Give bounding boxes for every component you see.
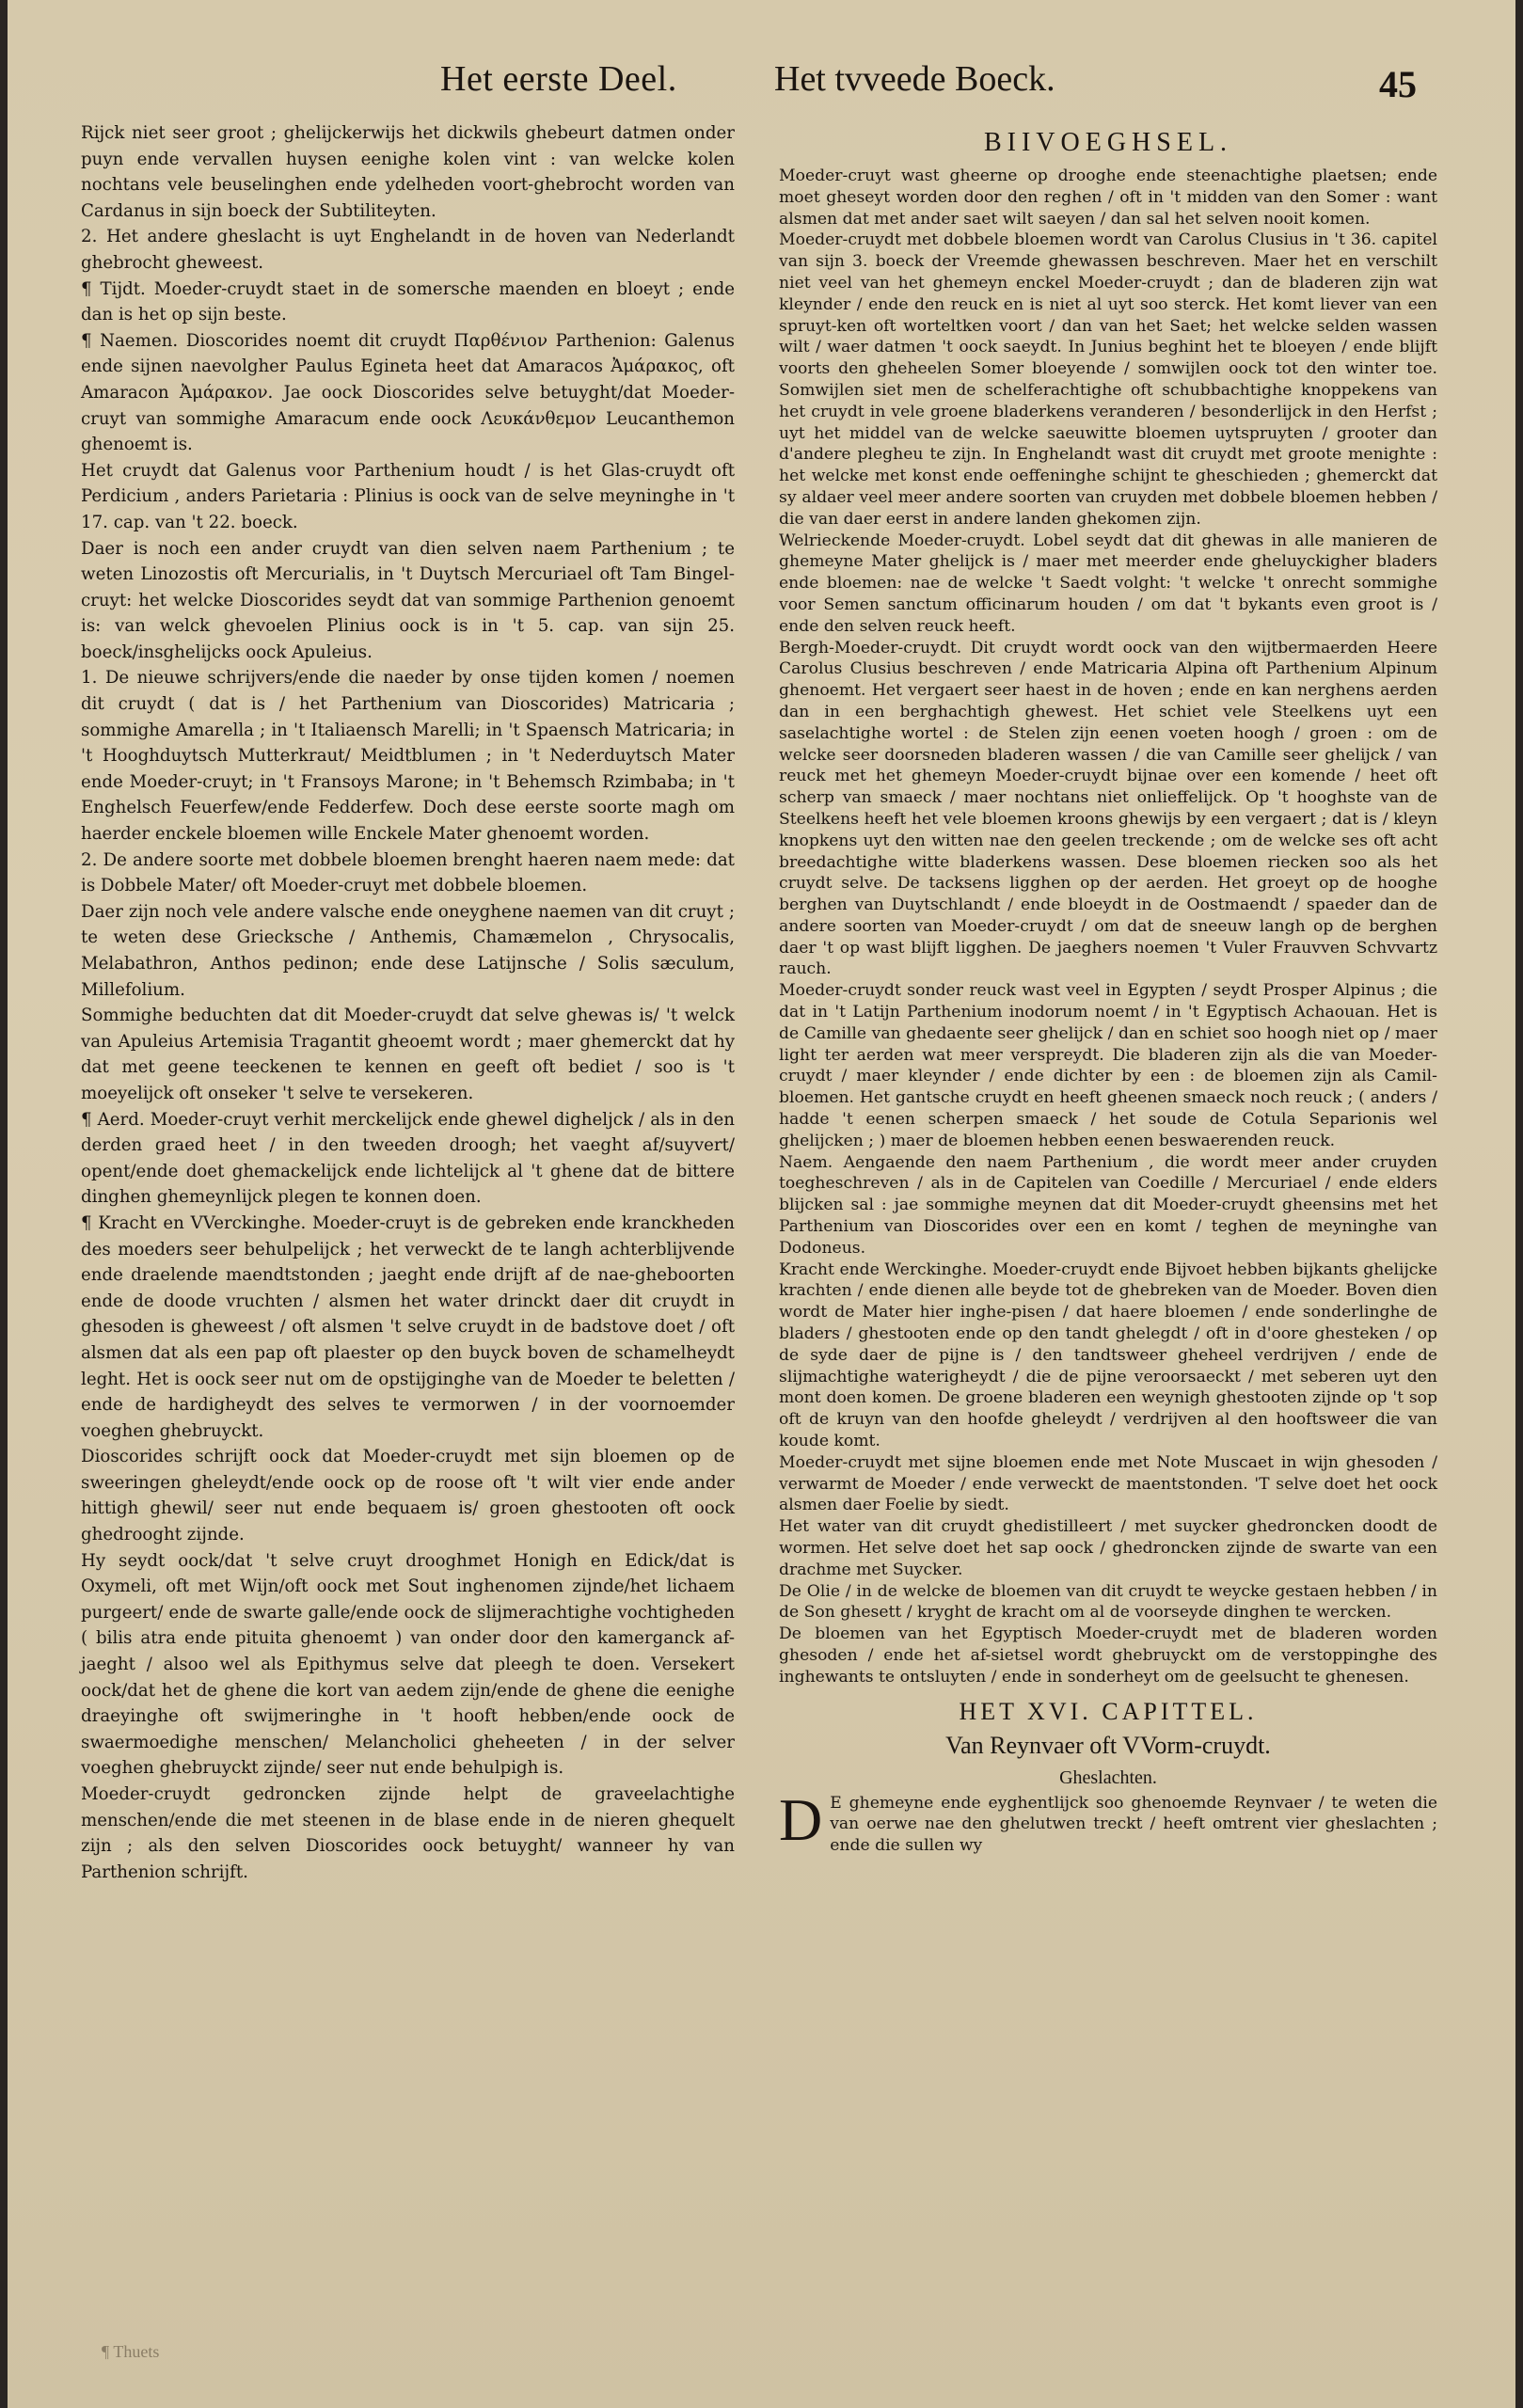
paragraph: ¶ Aerd. Moeder-cruyt verhit merckelijck ende ghewel digheljck / als in den derden graed heet / in den tweeden droogh; het vaeght af/suyvert/ opent/ende doet ghemackelijck ende lichtelijck al 't ghene dat de bittere dinghen ghemeynlijck plegen te konnen doen. [81, 1109, 735, 1208]
paragraph: Kracht ende Werckinghe. Moeder-cruydt ende Bijvoet hebben bijkants ghelijcke krachten / ende dienen alle beyde tot de ghebreken van de Moeder. Boven dien wordt de Mater hier inghe-pisen / dat haere bloemen / ende sonderlinghe de bladers / ghestooten ende op den tandt ghelegdt / oft in d'oore ghesteken / op de syde daer de pijne is / den tandtsweer gheheel verdrijven / ende de slijmachtighe waterigheydt / die de pijne veroorsaeckt / met seberen uyt den mont doen komen. De groene bladeren een weynigh ghestooten zijnde op 't sop oft de kruyn van den hoofde gheleydt / verdrijven al den hooftsweer die van koude komt. [779, 1259, 1437, 1451]
chapter-subheading: Gheslachten. [1059, 1766, 1157, 1788]
drop-cap: D [779, 1785, 823, 1853]
paragraph: Welrieckende Moeder-cruydt. Lobel seydt dat dit ghewas in alle manieren de ghemeyne Mater ghelijck is / maer met meerder ende gheluyckigher bladers ende bloemen: nae de welcke 't Saedt volght: 't welcke 't onrecht sommighe voor Semen sanctum officinarum houden / om dat 't bykants even groot is / ende den selven reuck heeft. [779, 531, 1437, 636]
paragraph: Daer is noch een ander cruydt van dien selven naem Parthenium ; te weten Linozostis oft Mercurialis, in 't Duytsch Mercuriael oft Tam Bingel-cruyt: het welcke Dioscorides seydt dat van sommige Parthenion genoemt is: van welck ghevoelen Plinius oock is in 't 5. cap. van sijn 25. boeck/insghelijcks oock Apuleius. [81, 538, 735, 662]
paragraph: Naem. Aengaende den naem Parthenium , die wordt meer ander cruyden toegheschreven / als in de Capitelen van Coedille / Mercuriael / ende elders blijcken sal : jae sommighe meynen dat dit Moeder-cruydt gheensins met het Parthenium van Dioscorides over een en komt / teghen de meyninghe van Dodoneus. [779, 1152, 1437, 1258]
paragraph: ¶ Naemen. Dioscorides noemt dit cruydt Παρθένιον Parthenion: Galenus ende sijnen naevolgher Paulus Egineta heet dat Amaracos Ἀμάρακος, oft Amaracon Ἀμάρακον. Jae oock Dioscorides selve betuyght/dat Moeder-cruyt van sommighe Amaracum ende oock Λευκάνθεμον Leucanthemon ghenoemt is. [81, 330, 735, 455]
paragraph: Moeder-cruydt met sijne bloemen ende met Note Muscaet in wijn ghesoden / verwarmt de Moeder / ende verweckt de maentstonden. 'T selve doet het oock alsmen daer Foelie by siedt. [779, 1452, 1437, 1515]
paragraph: 2. Het andere gheslacht is uyt Enghelandt in de hoven van Nederlandt ghebrocht gheweest. [81, 227, 735, 273]
running-header [8, 58, 1515, 115]
paragraph: Moeder-cruydt met dobbele bloemen wordt van Carolus Clusius in 't 36. capitel van sijn 3. boeck der Vreemde ghewassen beschreven. Maer het en verschilt niet veel van het ghemeyn enckel Moeder-cruydt ; dan de bladeren zijn wat kleynder / ende den reuck en is niet al uyt soo sterck. Het komt liever van een spruyt-ken oft worteltken voort / dan van het Saet; het welcke selden wassen wilt / waer datmen 't oock saeydt. In Junius beghint het te bloeyen / ende blijft voorts den gheheelen Somer bloeyende / somwijlen oock tot den winter toe. Somwijlen siet men de schelferachtighe oft schubbachtighe knoppekens van het cruydt in vele groene bladerkens veranderen / besonderlijck in den Herfst ; uyt het middel van de welcke saeuwitte bloemen uytspruyten / grooter dan d'andere plegheu te zijn. In Enghelandt wast dit cruydt met groote menighte : het welcke met konst ende oeffeninghe schijnt te gheschieden ; ghemerckt dat sy aldaer veel meer andere soorten van cruyden met dobbele bloemen hebben / die van daer eerst in andere landen ghekomen zijn. [779, 230, 1437, 529]
paragraph: ¶ Tijdt. Moeder-cruydt staet in de somersche maenden en bloeyt ; ende dan is het op sijn beste. [81, 278, 735, 325]
paragraph: Moeder-cruydt gedroncken zijnde helpt de graveelachtighe menschen/ende die met steenen in de blase ende in de nieren ghequelt zijn ; als den selven Dioscorides oock betuyght/ wanneer hy van Parthenion schrijft. [81, 1784, 735, 1882]
paragraph-text: E ghemeyne ende eyghentlijck soo ghenoemde Reynvaer / te weten die van oerwe nae den ghelutwen treckt / heeft omtrent vier gheslachten ; ende die sullen wy [830, 1793, 1437, 1856]
chapter-title: HET XVI. CAPITTEL. [959, 1697, 1258, 1725]
paragraph: Dioscorides schrijft oock dat Moeder-cruydt met sijn bloemen op de sweeringen gheleydt/ende oock op de roose oft 't wilt vier ende ander hittigh ghewil/ seer nut ende bequaem is/ groen ghestooten oft oock ghedrooght zijnde. [81, 1447, 735, 1545]
page-number: 45 [1379, 63, 1417, 105]
paragraph: Moeder-cruyt wast gheerne op drooghe ende steenachtighe plaetsen; ende moet gheseyt worden door den reghen / oft in 't midden van den Somer : want alsmen dat met ander saet wilt saeyen / dan sal het selven nooit komen. [779, 166, 1437, 229]
paragraph: Moeder-cruydt sonder reuck wast veel in Egypten / seydt Prosper Alpinus ; die dat in 't Latijn Parthenium inodorum noemt / in 't Egyptisch Achaouan. Het is de Camille van ghedaente seer ghelijck / dan en schiet soo hoogh niet op / maer light ter aerden wat meer verspreydt. Die bladeren zijn als die van Moeder-cruydt / maer kleynder / ende dichter by een : de bloemen zijn als Camil-bloemen. Het gantsche cruydt en heeft gheenen smaeck noch reuck ; ( anders / hadde 't eenen scherpen smaeck / het soude de Cotula Separionis wel ghelijcken ; ) maer de bloemen hebben eenen beswaerenden reuck. [779, 981, 1437, 1150]
paragraph: De Olie / in de welcke de bloemen van dit cruydt te weycke gestaen hebben / in de Son ghesett / kryght de kracht om al de voorseyde dinghen te wercken. [779, 1581, 1437, 1623]
paragraph: ¶ Kracht en VVerckinghe. Moeder-cruyt is de gebreken ende kranckheden des moeders seer behulpelijck ; het verweckt de te langh achterblijvende ende draelende maendtstonden ; jaeght ende drijft af de nae-gheboorten ende de doode vruchten / alsmen het water drinckt daer dit cruydt in ghesoden is gheweest / oft alsmen 't selve cruydt in de badstove doet / oft alsmen dat als een pap oft plaester op den buyck boven de schamelheydt leght. Het is oock seer nut om de opstijginghe van de Moeder te beletten / ende de hardigheydt des selves te vermorwen / in der voornoemder voeghen ghebruyckt. [81, 1212, 735, 1441]
paragraph: Sommighe beduchten dat dit Moeder-cruydt dat selve ghewas is/ 't welck van Apuleius Artemisia Tragantit gheoemt wordt ; maer ghemerckt dat hy dat met geene teeckenen te kennen en geeft oft bediet / soo is 't moeyelijck oft onseker 't selve te versekeren. [81, 1006, 735, 1103]
book-page [8, 0, 1515, 2408]
header-part: Het eerste Deel. [440, 59, 677, 99]
paragraph: Het water van dit cruydt ghedistilleert / met suycker ghedroncken doodt de wormen. Het selve doet het sap oock / ghedroncken zijnde de swarte van een drachme met Suycker. [779, 1517, 1437, 1579]
section-title: BIIVOEGHSEL. [983, 128, 1233, 157]
paragraph: Het cruydt dat Galenus voor Parthenium houdt / is het Glas-cruydt oft Perdicium , anders Parietaria : Plinius is oock van de selve meyninghe in 't 17. cap. van 't 22. boeck. [81, 460, 735, 532]
left-column [81, 120, 735, 1885]
bleed-through-text: ¶ Thuets [102, 2342, 160, 2361]
header-book: Het tvveede Boeck. [774, 59, 1055, 99]
right-column [779, 120, 1437, 1857]
paragraph: Hy seydt oock/dat 't selve cruyt drooghmet Honigh en Edick/dat is Oxymeli, oft met Wijn/oft oock met Sout inghenomen zijnde/het lichaem purgeert/ ende de swarte galle/ende oock de slijmerachtighe vochtigheden ( bilis atra ende pituita ghenoemt ) van onder door den kamerganck af-jaeght / alsoo wel als Epithymus selve dat pleegh te doen. Versekert oock/dat het de ghene die kort van aedem zijn/ende de ghene die eenighe draeyinghe oft swijmeringhe in 't hooft hebben/ende oock de swaermoedighe menschen/ Melancholici gheheeten / in der selver voeghen ghebruyckt zijnde/ seer nut ende behulpigh is. [81, 1550, 735, 1779]
paragraph: Daer zijn noch vele andere valsche ende oneyghene naemen van dit cruyt ; te weten dese Griecksche / Anthemis, Chamæmelon , Chrysocalis, Melabathron, Anthos pedinon; ende dese Latijnsche / Solis sæculum, Millefolium. [81, 901, 735, 1000]
paragraph: 2. De andere soorte met dobbele bloemen brenght haeren naem mede: dat is Dobbele Mater/ oft Moeder-cruyt met dobbele bloemen. [81, 849, 735, 896]
paragraph: De bloemen van het Egyptisch Moeder-cruydt met de bladeren worden ghesoden / ende het af-sietsel wordt ghebruyckt om de verstoppinghe des inghewants te ontsluyten / ende in sonderheyt om de geelsucht te ghenesen. [779, 1624, 1437, 1687]
chapter-subtitle: Van Reynvaer oft VVorm-cruydt. [945, 1731, 1271, 1759]
paragraph: Rijck niet seer groot ; ghelijckerwijs het dickwils ghebeurt datmen onder puyn ende vervallen huysen eenighe kolen vint : van welcke kolen nochtans vele beuselinghen ende ydelheden voort-ghebrocht worden van Cardanus in sijn boeck der Subtiliteyten. [81, 123, 735, 221]
chapter-opening-paragraph [779, 1785, 1437, 1857]
paragraph: 1. De nieuwe schrijvers/ende die naeder by onse tijden komen / noemen dit cruydt ( dat is / het Parthenium van Dioscorides) Matricaria ; sommighe Amarella ; in 't Italiaensch Marelli; in 't Spaensch Matricaria; in 't Hooghduytsch Mutterkraut/ Meidtblumen ; in 't Nederduytsch Mater ende Moeder-cruyt; in 't Fransoys Marone; in 't Behemsch Rzimbaba; in 't Enghelsch Feuerfew/ende Fedderfew. Doch dese eerste soorte magh om haerder enckele bloemen wille Enckele Mater ghenoemt worden. [81, 668, 735, 845]
paragraph: Bergh-Moeder-cruydt. Dit cruydt wordt oock van den wijtbermaerden Heere Carolus Clusius beschreven / ende Matricaria Alpina oft Parthenium Alpinum ghenoemt. Het vergaert seer haest in de hoven ; ende en kan nerghens aerden dan in een berghachtigh ghewest. Het schiet vele Steelkens uyt een saselachtighe wortel : de Stelen zijn eenen voeten hoogh / groen : om de welcke seer doorsneden bladeren wassen / die van Camille seer ghelijck / van reuck met het ghemeyn Moeder-cruydt bijnae over een komende / heet oft scherp van smaeck / maer nochtans niet onlieffelijck. Op 't hooghste van de Steelkens heeft het vele bloemen kroons ghewijs by een vergaert ; dat is / kleyn knopkens uyt den witten nae den geelen treckende ; om de welcke ses oft acht breedachtighe witte bladerkens wassen. Dese bloemen riecken soo als het cruydt selve. De tacksens ligghen op der aerden. Het groeyt op de hooghe berghen van Duytschlandt / ende bloeydt in de Oostmaendt / spaeder dan de andere soorten van Moeder-cruydt / om dat de sneeuw langh op de berghen daer 't op wast blijft ligghen. De jaeghers noemen 't Vuler Frauvven Schvvartz rauch. [779, 638, 1437, 979]
